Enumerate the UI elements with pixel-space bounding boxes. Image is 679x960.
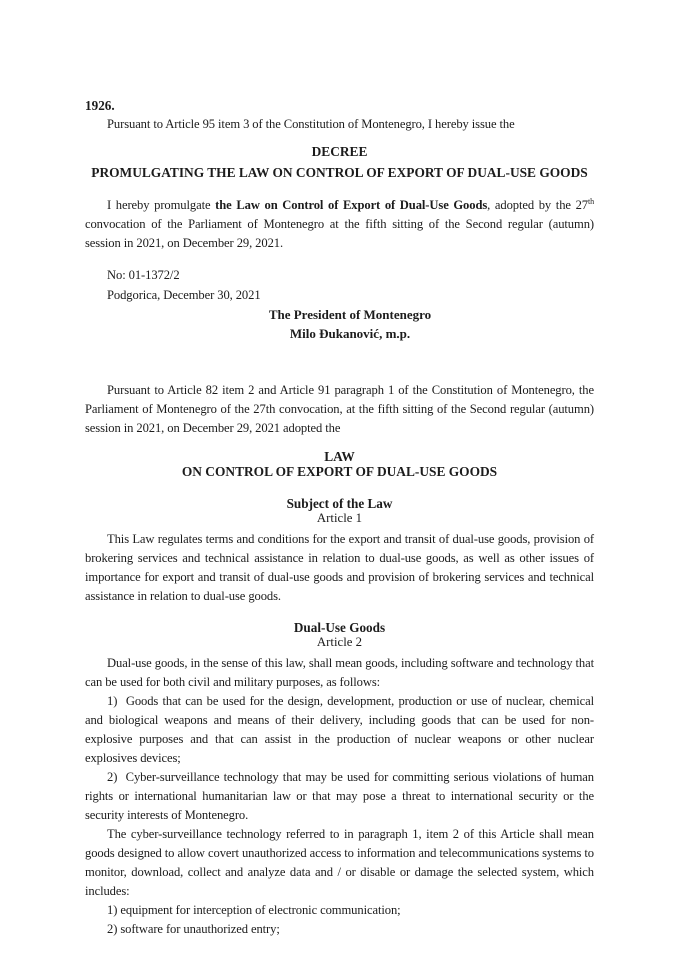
- law-title: [85, 450, 594, 479]
- article-2-item-1: 1) Goods that can be used for the design, development, production or use of nuclear, chemical and biological weapons and means of their delivery, including goods that can be used for non-explosive purposes and that can assist in the production of nuclear weapons or other nuclear explosives devices;: [85, 694, 594, 765]
- place-and-date: Podgorica, December 30, 2021: [107, 288, 261, 302]
- decree-issue-intro: Pursuant to Article 95 item 3 of the Constitution of Montenegro, I hereby issue the: [107, 117, 515, 131]
- article-1-label: Article 1: [316, 511, 363, 525]
- decree-title-line2: PROMULGATING THE LAW ON CONTROL OF EXPORT OF DUAL-USE GOODS: [91, 165, 588, 180]
- article-2-paragraph-2: The cyber-surveillance technology referred to in paragraph 1, item 2 of this Article shall mean goods designed to allow covert unauthorized access to information and telecommunications systems to monitor, download, collect and analyze data and / or disable or damage the selected system, which includes:: [85, 827, 594, 898]
- signature-block: [106, 306, 594, 343]
- promulgation-paragraph: [85, 196, 594, 253]
- section-heading-subject-of-the-law: Subject of the Law: [286, 496, 393, 511]
- promulgation-text-pre: I hereby promulgate: [107, 198, 216, 212]
- article-2-subitem-2: 2) software for unauthorized entry;: [107, 922, 280, 936]
- signatory-title: The President of Montenegro: [268, 307, 432, 322]
- law-title-line1: LAW: [324, 449, 355, 464]
- ordinal-superscript: th: [587, 196, 594, 206]
- promulgation-text-mid: , adopted by the 27: [487, 198, 588, 212]
- article-1-paragraph: This Law regulates terms and conditions for the export and transit of dual-use goods, provision of brokering services and technical assistance in relation to dual-use goods, as well as other issues of importance for export and transit of dual-use goods and provision of brokering services and technical assistance in relation to dual-use goods.: [85, 532, 594, 603]
- decree-title-line1: DECREE: [311, 144, 368, 159]
- adoption-intro-paragraph: Pursuant to Article 82 item 2 and Article 91 paragraph 1 of the Constitution of Montenegro, the Parliament of Montenegro of the 27th convocation, at the fifth sitting of the Second regular (autumn) session in 2021, on December 29, 2021 adopted the: [85, 383, 594, 435]
- section-heading-dual-use-goods: Dual-Use Goods: [293, 620, 386, 635]
- reference-number: No: 01-1372/2: [107, 268, 180, 282]
- decree-title: [85, 141, 594, 183]
- gazette-item-number: 1926.: [85, 98, 115, 113]
- article-2-paragraph-1: Dual-use goods, in the sense of this law, shall mean goods, including software and technology that can be used for both civil and military purposes, as follows:: [85, 656, 594, 689]
- promulgation-law-name: the Law on Control of Export of Dual-Use Goods: [215, 198, 488, 212]
- promulgation-text-post: convocation of the Parliament of Montenegro at the fifth sitting of the Second regular (autumn) session in 2021, on December 29, 2021.: [85, 217, 594, 250]
- article-2-subitem-1: 1) equipment for interception of electronic communication;: [107, 903, 401, 917]
- article-2-label: Article 2: [316, 635, 363, 649]
- article-2-item-2: 2) Cyber-surveillance technology that may be used for committing serious violations of human rights or international humanitarian law or that may pose a threat to international security or the security interests of Montenegro.: [85, 770, 594, 822]
- signatory-name: Milo Đukanović, m.p.: [289, 325, 411, 341]
- law-title-line2: ON CONTROL OF EXPORT OF DUAL-USE GOODS: [181, 463, 498, 479]
